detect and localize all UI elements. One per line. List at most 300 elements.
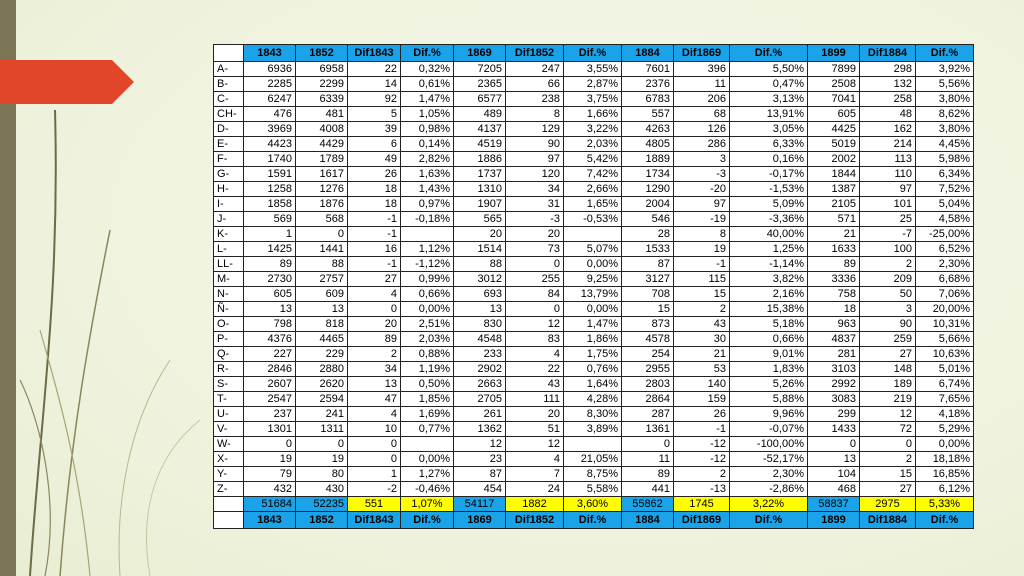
table-cell: 34 (506, 182, 564, 197)
table-cell: 3,75% (564, 92, 622, 107)
table-cell: 4429 (296, 137, 348, 152)
table-cell: 51 (506, 422, 564, 437)
table-cell: 40,00% (730, 227, 808, 242)
table-cell: 299 (808, 407, 860, 422)
table-cell: 1,64% (564, 377, 622, 392)
table-cell: 1361 (622, 422, 674, 437)
table-cell: 5,56% (916, 77, 974, 92)
table-cell: 2,66% (564, 182, 622, 197)
table-cell: 241 (296, 407, 348, 422)
table-cell: 89 (808, 257, 860, 272)
column-header: Dif1843 (348, 45, 401, 62)
table-cell: 26 (674, 407, 730, 422)
table-row (214, 197, 974, 212)
table-cell: 1,12% (401, 242, 454, 257)
table-cell: 4263 (622, 122, 674, 137)
arrow-marker-icon (0, 60, 134, 104)
row-label: K- (214, 227, 244, 242)
table-cell: 0 (244, 437, 296, 452)
table-cell: 7,42% (564, 167, 622, 182)
table-cell: 1301 (244, 422, 296, 437)
table-cell: 10 (348, 422, 401, 437)
table-cell: 2,16% (730, 287, 808, 302)
column-footer: Dif1852 (506, 512, 564, 529)
table-cell: 20 (454, 227, 506, 242)
table-cell: 798 (244, 317, 296, 332)
table-cell: 126 (674, 122, 730, 137)
table-cell: 6958 (296, 62, 348, 77)
table-cell: 0 (296, 437, 348, 452)
table-cell: 546 (622, 212, 674, 227)
table-cell: 1789 (296, 152, 348, 167)
table-row (214, 482, 974, 497)
row-label: M- (214, 272, 244, 287)
table-cell: 5,88% (730, 392, 808, 407)
table-row (214, 377, 974, 392)
table-cell: 148 (860, 362, 916, 377)
row-label: S- (214, 377, 244, 392)
column-header (214, 45, 244, 62)
table-cell: 18 (348, 182, 401, 197)
table-cell: 100 (860, 242, 916, 257)
table-cell: 258 (860, 92, 916, 107)
column-header: 1899 (808, 45, 860, 62)
table-cell: -13 (674, 482, 730, 497)
table-cell: 8,62% (916, 107, 974, 122)
column-footer: 1843 (244, 512, 296, 529)
table-cell: 43 (674, 317, 730, 332)
table-cell: 481 (296, 107, 348, 122)
table-cell: 18 (348, 197, 401, 212)
table-cell: 104 (808, 467, 860, 482)
table-cell: 1,86% (564, 332, 622, 347)
table-cell: 8,30% (564, 407, 622, 422)
table-cell: 1633 (808, 242, 860, 257)
table-cell: 11 (622, 452, 674, 467)
table-cell: 4 (506, 452, 564, 467)
table-cell: 3969 (244, 122, 296, 137)
row-label: X- (214, 452, 244, 467)
table-cell: 12 (506, 437, 564, 452)
table-cell: 0,00% (401, 452, 454, 467)
table-cell: 3012 (454, 272, 506, 287)
column-header: Dif.% (564, 45, 622, 62)
total-cell: 3,60% (564, 497, 622, 512)
row-label: C- (214, 92, 244, 107)
column-header: 1843 (244, 45, 296, 62)
table-cell: 2 (674, 302, 730, 317)
table-cell: 27 (860, 347, 916, 362)
table-cell: 489 (454, 107, 506, 122)
table-cell: 1,75% (564, 347, 622, 362)
table-cell: 0,50% (401, 377, 454, 392)
table-cell: 233 (454, 347, 506, 362)
table-cell: 27 (348, 272, 401, 287)
table-cell: 2 (348, 347, 401, 362)
column-footer: Dif.% (730, 512, 808, 529)
table-cell: 2705 (454, 392, 506, 407)
column-header: 1852 (296, 45, 348, 62)
table-cell: 20,00% (916, 302, 974, 317)
table-cell: 1433 (808, 422, 860, 437)
table-cell: 28 (622, 227, 674, 242)
table-cell: 0,47% (730, 77, 808, 92)
table-cell: 1,05% (401, 107, 454, 122)
table-cell: 21,05% (564, 452, 622, 467)
table-cell: -1,12% (401, 257, 454, 272)
table-cell: 237 (244, 407, 296, 422)
table-cell: 298 (860, 62, 916, 77)
table-cell: 13 (454, 302, 506, 317)
table-cell: 5,29% (916, 422, 974, 437)
table-cell: 2,03% (401, 332, 454, 347)
table-cell: 7899 (808, 62, 860, 77)
table-cell: 5,01% (916, 362, 974, 377)
column-header: 1869 (454, 45, 506, 62)
table-cell: 1441 (296, 242, 348, 257)
table-cell: 3,80% (916, 92, 974, 107)
table-cell: 66 (506, 77, 564, 92)
table-cell (564, 437, 622, 452)
table-cell: 8,75% (564, 467, 622, 482)
table-cell: 7 (506, 467, 564, 482)
table-cell: 4,58% (916, 212, 974, 227)
table-row (214, 77, 974, 92)
table-row (214, 182, 974, 197)
table-cell: 20 (348, 317, 401, 332)
table-cell: 4837 (808, 332, 860, 347)
table-cell: 254 (622, 347, 674, 362)
table-cell: 2730 (244, 272, 296, 287)
table-cell: 963 (808, 317, 860, 332)
table-cell: 159 (674, 392, 730, 407)
table-cell: 0,77% (401, 422, 454, 437)
table-cell: 19 (296, 452, 348, 467)
table-cell: 238 (506, 92, 564, 107)
table-cell: 830 (454, 317, 506, 332)
table-row (214, 437, 974, 452)
row-label: T- (214, 392, 244, 407)
table-cell: 1,19% (401, 362, 454, 377)
table-cell: 1,83% (730, 362, 808, 377)
table-cell: 557 (622, 107, 674, 122)
table-cell: 5,98% (916, 152, 974, 167)
table-cell: 261 (454, 407, 506, 422)
table-cell: 605 (244, 287, 296, 302)
total-cell (214, 497, 244, 512)
table-row (214, 62, 974, 77)
table-cell: -0,53% (564, 212, 622, 227)
table-cell: 87 (454, 467, 506, 482)
column-footer: Dif.% (401, 512, 454, 529)
table-cell: 2607 (244, 377, 296, 392)
population-table (213, 44, 974, 529)
table-cell: 0,97% (401, 197, 454, 212)
table-cell: 16 (348, 242, 401, 257)
table-cell: 2547 (244, 392, 296, 407)
total-cell: 1882 (506, 497, 564, 512)
table-cell: 3 (860, 302, 916, 317)
table-cell: 3,82% (730, 272, 808, 287)
row-label: N- (214, 287, 244, 302)
table-cell: 5019 (808, 137, 860, 152)
table-cell: 758 (808, 287, 860, 302)
table-cell: 92 (348, 92, 401, 107)
table-cell: 189 (860, 377, 916, 392)
table-row (214, 317, 974, 332)
table-cell: 2757 (296, 272, 348, 287)
table-cell: 0,98% (401, 122, 454, 137)
table-cell: 454 (454, 482, 506, 497)
table-cell: 34 (348, 362, 401, 377)
table-cell: 0 (622, 437, 674, 452)
table-cell: 4465 (296, 332, 348, 347)
table-cell: 80 (296, 467, 348, 482)
table-cell: 1737 (454, 167, 506, 182)
table-cell: 5,09% (730, 197, 808, 212)
table-row (214, 407, 974, 422)
table-cell: 2,30% (916, 257, 974, 272)
table-cell: 1 (348, 467, 401, 482)
table-cell: 2620 (296, 377, 348, 392)
table-cell: 1,65% (564, 197, 622, 212)
table-cell: 1290 (622, 182, 674, 197)
table-cell: 10,63% (916, 347, 974, 362)
table-cell: 3103 (808, 362, 860, 377)
row-label: Y- (214, 467, 244, 482)
table-cell: 5,04% (916, 197, 974, 212)
table-cell: 1617 (296, 167, 348, 182)
table-cell: 1907 (454, 197, 506, 212)
table-cell: 13 (296, 302, 348, 317)
table-cell: 3,80% (916, 122, 974, 137)
table-cell: -3 (506, 212, 564, 227)
table-cell: 19 (674, 242, 730, 257)
table-cell: 0,16% (730, 152, 808, 167)
table-cell: 2,03% (564, 137, 622, 152)
table-cell: -1 (348, 227, 401, 242)
table-row (214, 212, 974, 227)
table-cell: 21 (674, 347, 730, 362)
table-cell: 3127 (622, 272, 674, 287)
table-cell: -3 (674, 167, 730, 182)
column-footer: 1852 (296, 512, 348, 529)
table-cell: 8 (674, 227, 730, 242)
table-cell: 2992 (808, 377, 860, 392)
table-cell: 115 (674, 272, 730, 287)
table-cell: -7 (860, 227, 916, 242)
table-cell: 2663 (454, 377, 506, 392)
total-cell: 551 (348, 497, 401, 512)
table-cell: 13 (348, 377, 401, 392)
table-cell: 2594 (296, 392, 348, 407)
table-cell: 4425 (808, 122, 860, 137)
table-row (214, 137, 974, 152)
table-cell: -1 (348, 257, 401, 272)
table-cell: 113 (860, 152, 916, 167)
table-cell: 259 (860, 332, 916, 347)
total-cell: 5,33% (916, 497, 974, 512)
table-row (214, 227, 974, 242)
table-cell: 15 (860, 467, 916, 482)
table-cell: 4805 (622, 137, 674, 152)
table-cell: 1276 (296, 182, 348, 197)
table-cell: 20 (506, 227, 564, 242)
table-cell: 2846 (244, 362, 296, 377)
row-label: F- (214, 152, 244, 167)
table-cell: 0,00% (564, 257, 622, 272)
table-cell: 48 (860, 107, 916, 122)
table-cell: 27 (860, 482, 916, 497)
table-cell: 0,99% (401, 272, 454, 287)
table-cell: 0 (296, 227, 348, 242)
table-row (214, 332, 974, 347)
row-label: E- (214, 137, 244, 152)
total-cell: 2975 (860, 497, 916, 512)
table-cell: 97 (860, 182, 916, 197)
table-cell: 1,69% (401, 407, 454, 422)
table-cell: 1876 (296, 197, 348, 212)
table-cell: 97 (506, 152, 564, 167)
table-cell: 26 (348, 167, 401, 182)
table-cell: 13,79% (564, 287, 622, 302)
table-cell: 229 (296, 347, 348, 362)
table-cell: 6,34% (916, 167, 974, 182)
table-cell: 468 (808, 482, 860, 497)
table-cell: 6339 (296, 92, 348, 107)
table-cell: 84 (506, 287, 564, 302)
total-cell: 54117 (454, 497, 506, 512)
table-cell: 2299 (296, 77, 348, 92)
table-cell: 565 (454, 212, 506, 227)
table-cell: 6,68% (916, 272, 974, 287)
table-cell: 6,74% (916, 377, 974, 392)
table-cell: 15 (674, 287, 730, 302)
table-cell: -19 (674, 212, 730, 227)
row-label: R- (214, 362, 244, 377)
table-cell: 2864 (622, 392, 674, 407)
table-cell: -1,53% (730, 182, 808, 197)
row-label: CH- (214, 107, 244, 122)
column-header: 1884 (622, 45, 674, 62)
table-cell: 1533 (622, 242, 674, 257)
table-cell: 209 (860, 272, 916, 287)
table-cell: 50 (860, 287, 916, 302)
table-cell: -2 (348, 482, 401, 497)
table-cell: 1,47% (564, 317, 622, 332)
total-cell: 1745 (674, 497, 730, 512)
column-footer: Dif.% (916, 512, 974, 529)
table-cell: 129 (506, 122, 564, 137)
total-cell: 55862 (622, 497, 674, 512)
table-cell: 2 (674, 467, 730, 482)
table-cell: 219 (860, 392, 916, 407)
table-cell: 2 (860, 257, 916, 272)
table-cell: -20 (674, 182, 730, 197)
table-cell (564, 227, 622, 242)
table-cell: 6,12% (916, 482, 974, 497)
row-label: I- (214, 197, 244, 212)
table-cell: 79 (244, 467, 296, 482)
table-cell: 43 (506, 377, 564, 392)
table-totals-row (214, 497, 974, 512)
table-cell: 9,01% (730, 347, 808, 362)
table-cell: -0,18% (401, 212, 454, 227)
table-cell: 2,87% (564, 77, 622, 92)
table-cell: -0,17% (730, 167, 808, 182)
table-cell: -1 (674, 257, 730, 272)
table-cell: 1 (244, 227, 296, 242)
total-cell: 3,22% (730, 497, 808, 512)
table-cell: 6 (348, 137, 401, 152)
table-cell: 568 (296, 212, 348, 227)
table-cell: 1591 (244, 167, 296, 182)
total-cell: 52235 (296, 497, 348, 512)
table-cell: 4519 (454, 137, 506, 152)
table-cell: 1,63% (401, 167, 454, 182)
table-cell: 21 (808, 227, 860, 242)
table-cell: -12 (674, 452, 730, 467)
table-cell: 1844 (808, 167, 860, 182)
table-cell: 89 (622, 467, 674, 482)
table-cell: 3,55% (564, 62, 622, 77)
table-cell: -0,07% (730, 422, 808, 437)
table-cell: 5 (348, 107, 401, 122)
table-cell: 2902 (454, 362, 506, 377)
table-cell: 0,61% (401, 77, 454, 92)
table-cell: 25 (860, 212, 916, 227)
table-cell: 1,25% (730, 242, 808, 257)
table-cell: 287 (622, 407, 674, 422)
table-cell: 24 (506, 482, 564, 497)
table-cell: 1734 (622, 167, 674, 182)
column-header: Dif1852 (506, 45, 564, 62)
table-cell: 214 (860, 137, 916, 152)
table-cell: 1,27% (401, 467, 454, 482)
table-cell: 7,06% (916, 287, 974, 302)
table-cell: 22 (348, 62, 401, 77)
table-cell: 2376 (622, 77, 674, 92)
row-label: B- (214, 77, 244, 92)
table-row (214, 92, 974, 107)
table-cell: 90 (506, 137, 564, 152)
table-cell: 569 (244, 212, 296, 227)
table-row (214, 287, 974, 302)
column-footer: 1884 (622, 512, 674, 529)
table-cell: 4578 (622, 332, 674, 347)
table-cell: 3336 (808, 272, 860, 287)
table-cell: 87 (622, 257, 674, 272)
table-cell: 120 (506, 167, 564, 182)
table-cell: 4008 (296, 122, 348, 137)
table-cell: 1,43% (401, 182, 454, 197)
table-cell: 3083 (808, 392, 860, 407)
table-cell: 1258 (244, 182, 296, 197)
table-cell: 1858 (244, 197, 296, 212)
table-cell: 31 (506, 197, 564, 212)
table-cell: 4 (506, 347, 564, 362)
total-cell: 51684 (244, 497, 296, 512)
table-cell: 1311 (296, 422, 348, 437)
table-cell: 1514 (454, 242, 506, 257)
table-cell: 12 (506, 317, 564, 332)
table-cell: 4,28% (564, 392, 622, 407)
table-row (214, 392, 974, 407)
table-cell: -25,00% (916, 227, 974, 242)
table-cell: 12 (454, 437, 506, 452)
table-cell: 609 (296, 287, 348, 302)
table-cell: 97 (674, 197, 730, 212)
